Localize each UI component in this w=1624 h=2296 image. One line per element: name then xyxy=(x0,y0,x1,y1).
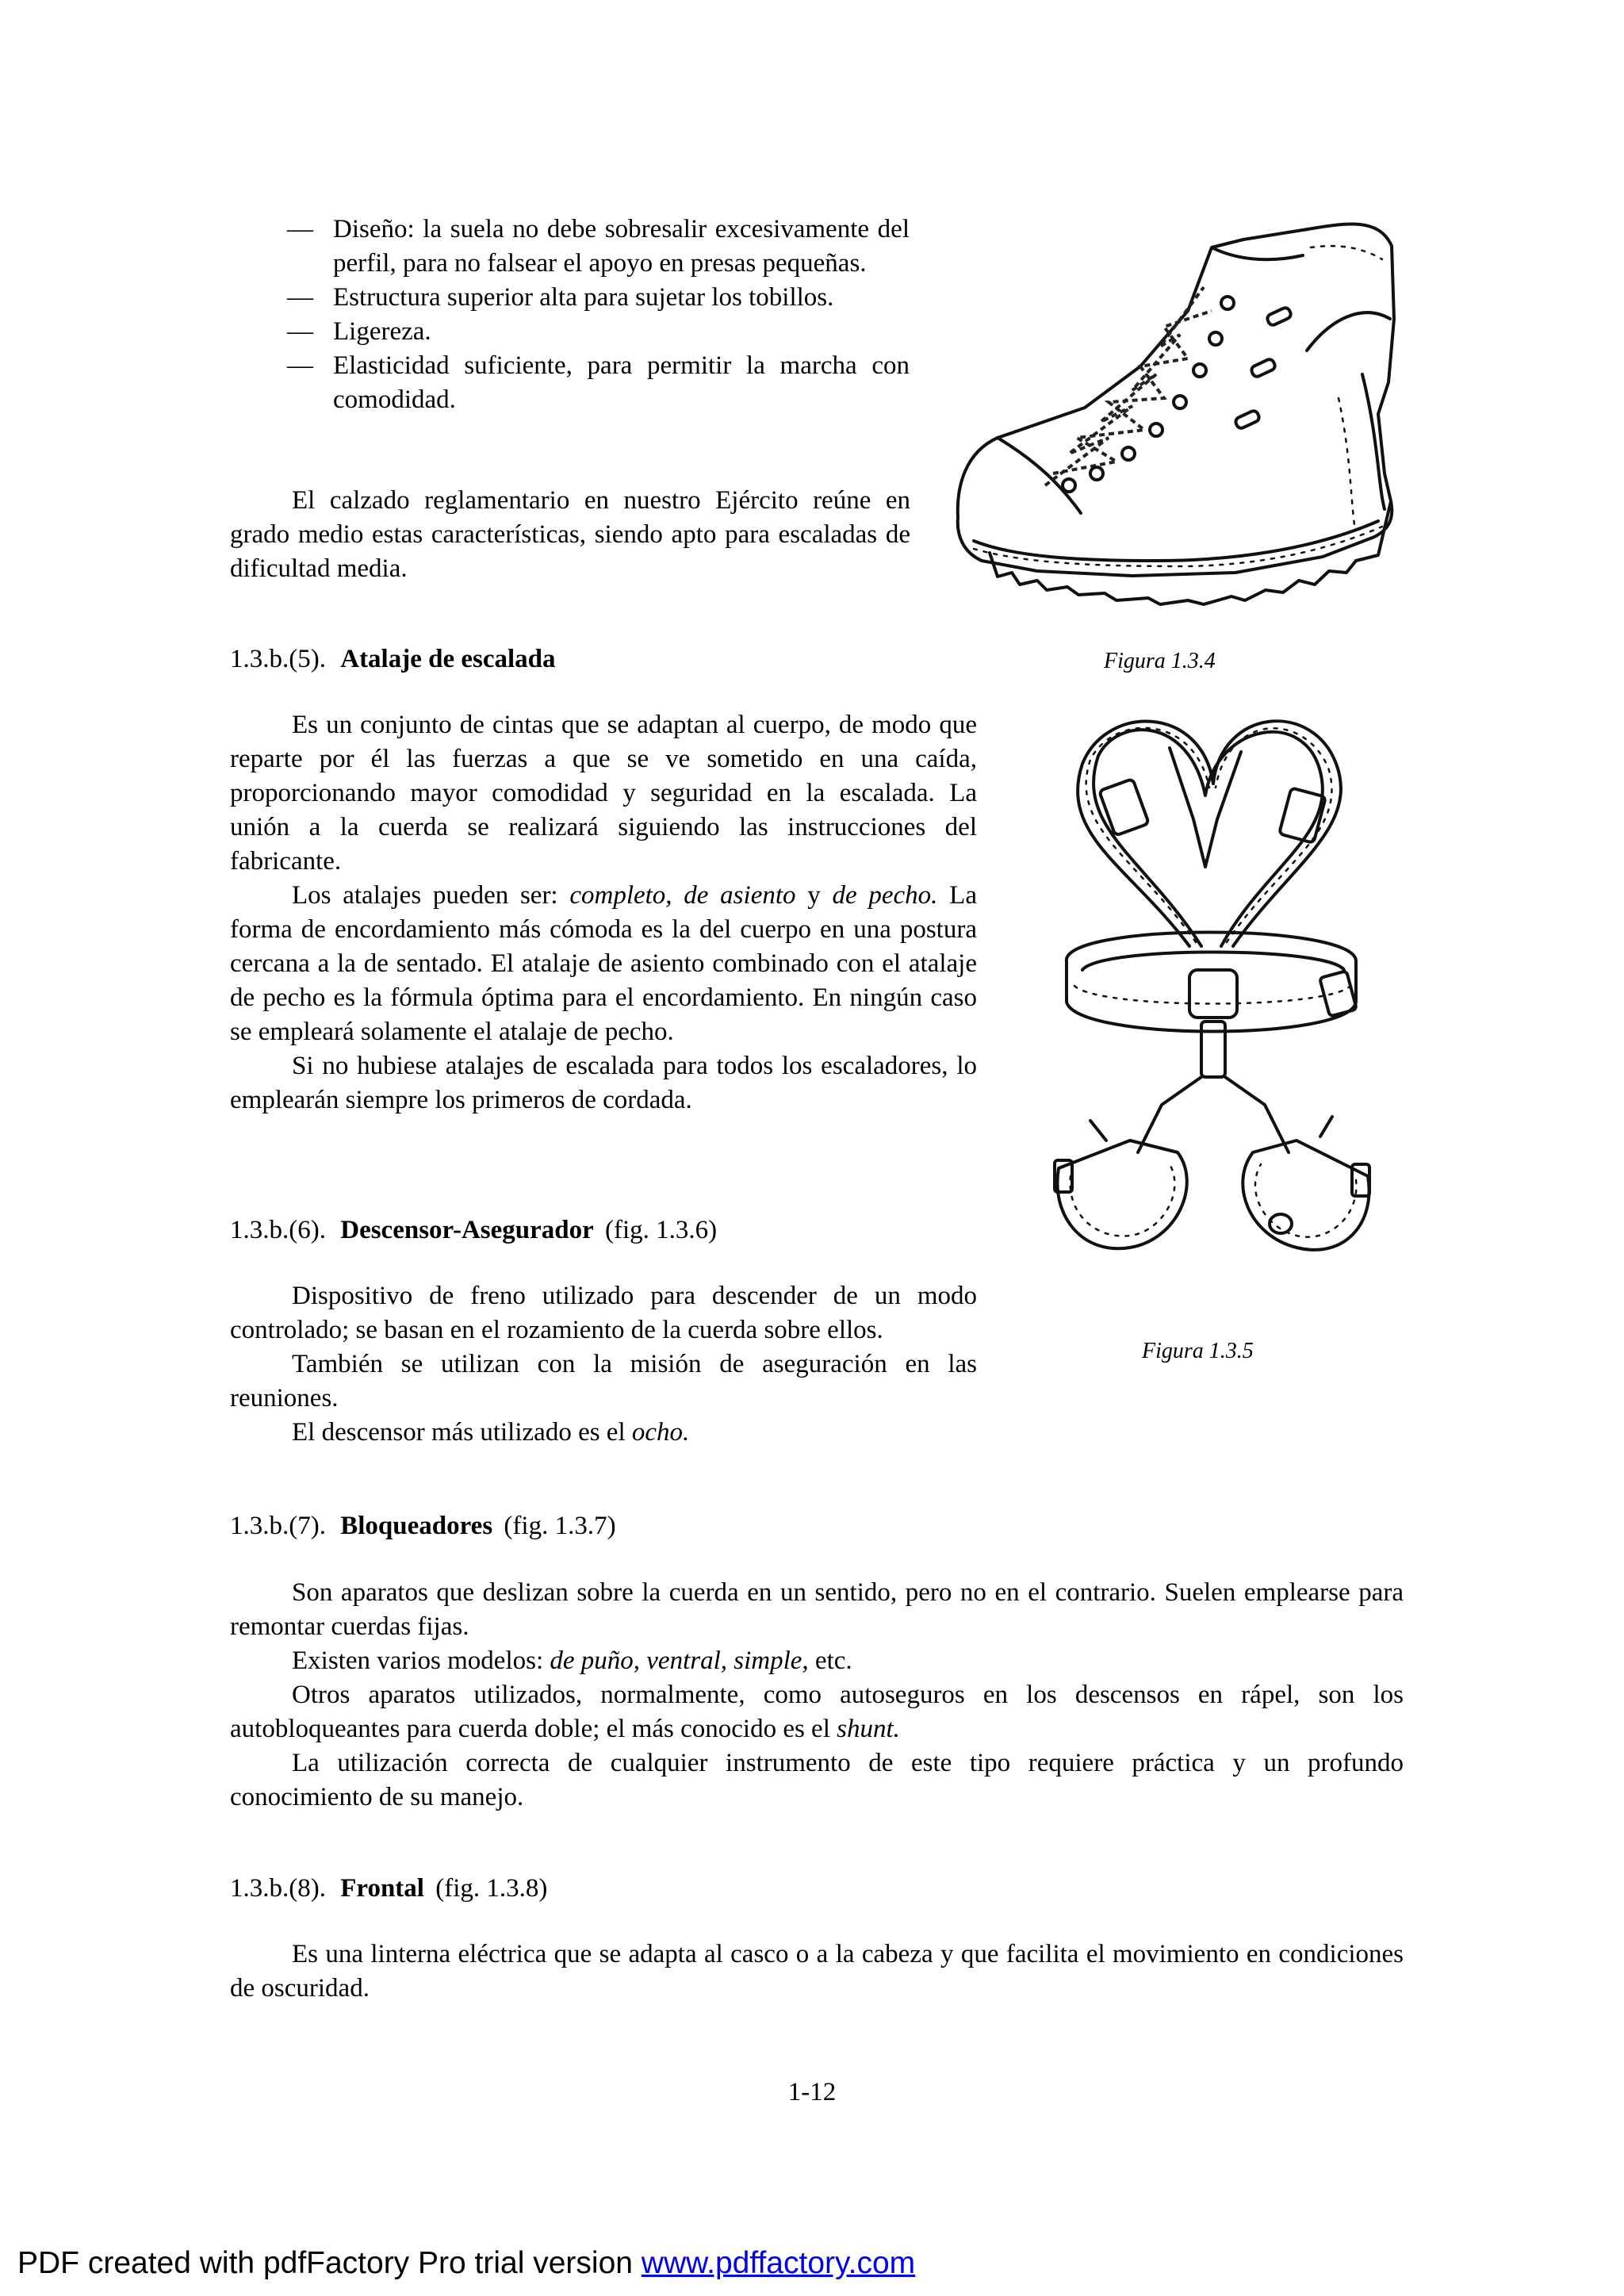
section-title: Frontal xyxy=(340,1874,424,1903)
descensor-paragraph-1: Dispositivo de freno utilizado para descender de un modo controlado; se basan en el rozamiento de la cuerda sobre ellos. xyxy=(230,1282,977,1344)
list-item xyxy=(287,213,910,281)
section-heading-descensor xyxy=(230,1213,717,1248)
list-item xyxy=(287,281,910,315)
pdf-footer xyxy=(17,2246,915,2281)
climbing-harness-illustration xyxy=(1051,708,1376,1303)
page-number: 1-12 xyxy=(787,2078,837,2106)
bullet-text: Diseño: la suela no debe sobresalir excesivamente del perfil, para no falsear el apoyo en presas pequeñas. xyxy=(333,215,910,278)
section-heading-frontal xyxy=(230,1872,547,1906)
bullet-dash: — xyxy=(287,317,313,346)
section-title: Bloqueadores xyxy=(340,1512,493,1540)
footer-text: PDF created with pdfFactory Pro trial version xyxy=(17,2246,642,2280)
figure-reference: (fig. 1.3.8) xyxy=(435,1874,548,1903)
requirements-list xyxy=(287,213,910,417)
figure-caption-1-3-5: Figura 1.3.5 xyxy=(1142,1339,1254,1363)
bloqueadores-paragraph-2: Existen varios modelos: de puño, ventral, simple, etc. xyxy=(292,1646,852,1675)
bullet-dash: — xyxy=(287,351,313,380)
bloqueadores-body xyxy=(230,1576,1404,1815)
bullet-dash: — xyxy=(287,215,313,243)
bullet-dash: — xyxy=(287,283,313,312)
section-title: Atalaje de escalada xyxy=(340,645,556,673)
section-heading-atalaje xyxy=(230,642,556,677)
descensor-paragraph-2: También se utilizan con la misión de aseguración en las reuniones. xyxy=(230,1350,977,1412)
list-item xyxy=(287,315,910,349)
figure-reference: (fig. 1.3.6) xyxy=(605,1216,718,1244)
section-title: Descensor-Asegurador xyxy=(340,1216,594,1244)
section-number: 1.3.b.(5). xyxy=(230,645,326,673)
section-number: 1.3.b.(8). xyxy=(230,1874,326,1903)
section-number: 1.3.b.(6). xyxy=(230,1216,326,1244)
descensor-paragraph-3: El descensor más utilizado es el ocho. xyxy=(292,1418,690,1447)
descensor-body xyxy=(230,1279,977,1450)
bloqueadores-paragraph-1: Son aparatos que deslizan sobre la cuerda en un sentido, pero no en el contrario. Suelen emplearse para remontar cuerdas fijas. xyxy=(230,1578,1404,1641)
list-item xyxy=(287,349,910,417)
frontal-paragraph: Es una linterna eléctrica que se adapta al casco o a la cabeza y que facilita el movimiento en condiciones de oscuridad. xyxy=(230,1940,1404,2003)
bloqueadores-paragraph-3: Otros aparatos utilizados, normalmente, como autoseguros en los descensos en rápel, son los autobloqueantes para cuerda doble; el más conocido es el shunt. xyxy=(230,1681,1404,1743)
figure-reference: (fig. 1.3.7) xyxy=(504,1512,616,1540)
atalaje-paragraph-2: Los atalajes pueden ser: completo, de asiento y de pecho. La forma de encordamiento más cómoda es la del cuerpo en una postura cercana a la de sentado. El atalaje de asiento combinado con el atalaje de pecho es la fórmula óptima para el encordamiento. En ningún caso se empleará solamente el atalaje de pecho. xyxy=(230,881,977,1046)
mountain-boot-illustration xyxy=(950,200,1408,612)
bloqueadores-paragraph-4: La utilización correcta de cualquier instrumento de este tipo requiere práctica y un profundo conocimiento de su manejo. xyxy=(230,1749,1404,1811)
atalaje-paragraph-3: Si no hubiese atalajes de escalada para todos los escaladores, lo emplearán siempre los primeros de cordada. xyxy=(230,1052,977,1114)
bullet-text: Ligereza. xyxy=(333,317,431,346)
section-number: 1.3.b.(7). xyxy=(230,1512,326,1540)
bullet-text: Estructura superior alta para sujetar los tobillos. xyxy=(333,283,834,312)
pdffactory-link[interactable]: www.pdffactory.com xyxy=(641,2246,916,2280)
atalaje-body xyxy=(230,708,977,1117)
calzado-paragraph: El calzado reglamentario en nuestro Ejército reúne en grado medio estas características, siendo apto para escaladas de dificultad media. xyxy=(230,486,910,583)
atalaje-paragraph-1: Es un conjunto de cintas que se adaptan al cuerpo, de modo que reparte por él las fuerzas a que se ve sometido en una caída, proporcionando mayor comodidad y seguridad en la escalada. La unión a la cuerda se realizará siguiendo las instrucciones del fabricante. xyxy=(230,711,977,876)
figure-caption-1-3-4: Figura 1.3.4 xyxy=(1104,649,1216,673)
bullet-text: Elasticidad suficiente, para permitir la marcha con comodidad. xyxy=(333,351,910,414)
section-heading-bloqueadores xyxy=(230,1509,616,1543)
